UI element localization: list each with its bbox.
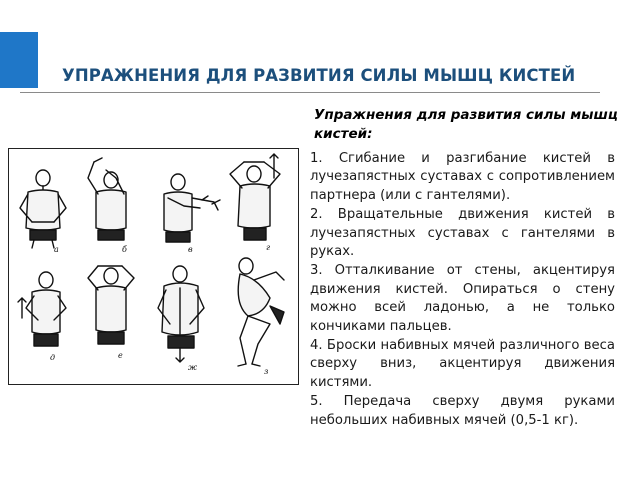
exercise-item-5: 5. Передача сверху двумя руками небольших набивных мячей (0,5-1 кг). (310, 394, 615, 428)
subheading: Упражнения для развития силы мышц кистей: (314, 107, 618, 142)
panel-letter-z: з (264, 367, 269, 376)
accent-block (0, 32, 38, 88)
exercise-item-3: 3. Отталкивание от стены, акцентируя движения кистей. Опираться о стену можно всей ладонью, а не только кончиками пальцев. (310, 263, 615, 334)
panel-letter-a: а (54, 245, 59, 254)
exercise-item-1: 1. Сгибание и разгибание кистей в лучезапястных суставах с сопротивлением партнера (или с гантелями). (310, 151, 615, 203)
panel-letter-e: е (118, 351, 123, 360)
exercise-figures-icon (8, 148, 299, 385)
panel-letter-g: г (266, 243, 271, 252)
panel-letter-d: д (50, 353, 56, 362)
panel-letter-zh: ж (188, 363, 198, 372)
title-underline (20, 92, 600, 93)
exercise-list (310, 150, 615, 431)
panel-letter-v: в (188, 245, 193, 254)
exercise-illustration (8, 148, 299, 385)
slide-title: УПРАЖНЕНИЯ ДЛЯ РАЗВИТИЯ СИЛЫ МЫШЦ КИСТЕЙ (62, 66, 576, 85)
panel-letter-b: б (122, 245, 127, 254)
exercise-item-4: 4. Броски набивных мячей различного веса сверху вниз, акцентируя движения кистями. (310, 338, 615, 390)
exercise-item-2: 2. Вращательные движения кистей в лучезапястных суставах с гантелями в руках. (310, 207, 615, 260)
